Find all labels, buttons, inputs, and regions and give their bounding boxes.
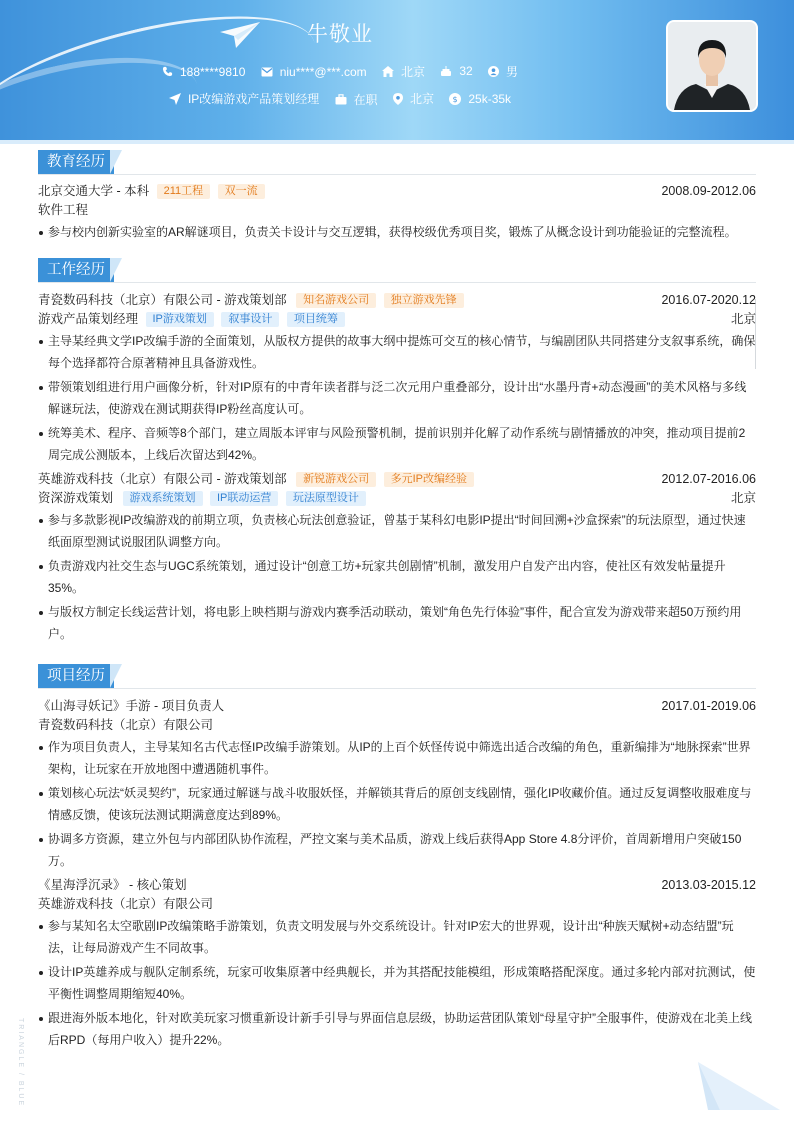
job-intention-line bbox=[0, 90, 680, 108]
work-date: 2016.07-2020.12 bbox=[661, 293, 756, 307]
school-name: 北京交通大学 - 本科 bbox=[38, 184, 150, 198]
role-line bbox=[38, 310, 756, 329]
svg-text:$: $ bbox=[452, 94, 458, 104]
email-address: niu****@***.com bbox=[279, 65, 367, 79]
job-role: 游戏产品策划经理 bbox=[38, 312, 139, 326]
project-company-line bbox=[38, 716, 756, 735]
work-location: 北京 bbox=[730, 312, 756, 326]
role-line bbox=[38, 489, 756, 508]
education-date: 2008.09-2012.06 bbox=[661, 184, 756, 198]
phone-icon bbox=[162, 66, 173, 77]
school-tag: 211工程 bbox=[157, 184, 211, 199]
skill-tag: 叙事设计 bbox=[221, 312, 279, 327]
job-target: IP改编游戏产品策划经理 bbox=[187, 92, 320, 106]
company-name: 青瓷数码科技（北京）有限公司 - 游戏策划部 bbox=[38, 293, 287, 307]
send-icon bbox=[169, 93, 181, 105]
project-section bbox=[38, 664, 756, 1051]
list-item: 与版权方制定长线运营计划，将电影上映档期与游戏内赛季活动联动，策划“角色先行体验”事件，配合宣发为游戏带来超50万预约用户。 bbox=[38, 602, 756, 645]
education-entry-head bbox=[38, 182, 756, 201]
section-title: 教育经历 bbox=[38, 150, 114, 174]
project-name: 《星海浮沉录》 - 核心策划 bbox=[38, 878, 187, 892]
list-item: 统筹美术、程序、音频等8个部门，建立周版本评审与风险预警机制，提前识别并化解了动作系统与剧情播放的冲突，推动项目提前2周完成公测版本，上线后次留达到42%。 bbox=[38, 423, 756, 466]
company-tag: 新锐游戏公司 bbox=[296, 472, 376, 487]
list-item: 负责游戏内社交生态与UGC系统策划，通过设计“创意工坊+玩家共创剧情”机制，激发用户自发产出内容，使社区有效发帖量提升35%。 bbox=[38, 556, 756, 599]
salary-info bbox=[449, 92, 511, 106]
phone-number: 188****9810 bbox=[179, 64, 246, 79]
work-section bbox=[38, 258, 756, 645]
avatar bbox=[666, 20, 758, 112]
section-title-tail bbox=[110, 150, 122, 174]
status-info bbox=[335, 91, 378, 108]
skill-tag: 项目统筹 bbox=[287, 312, 345, 327]
skill-tag: IP联动运营 bbox=[210, 491, 278, 506]
current-city: 北京 bbox=[400, 65, 425, 79]
age-value: 32 bbox=[459, 64, 473, 78]
mail-icon bbox=[261, 67, 273, 77]
section-title: 工作经历 bbox=[38, 258, 114, 282]
list-item: 设计IP英雄养成与舰队定制系统，玩家可收集原著中经典舰长，并为其搭配技能模组，形成策略搭配深度。通过多轮内部对抗测试，使平衡性调整周期缩短40%。 bbox=[38, 962, 756, 1005]
section-header bbox=[38, 258, 756, 283]
company-tag: 知名游戏公司 bbox=[296, 293, 376, 308]
money-icon bbox=[449, 93, 461, 105]
company-tag: 多元IP改编经验 bbox=[384, 472, 474, 487]
resume-header bbox=[0, 0, 794, 140]
work-entry-head bbox=[38, 470, 756, 489]
home-icon bbox=[382, 66, 394, 77]
job-target-info bbox=[169, 90, 319, 107]
project-entry-head bbox=[38, 876, 756, 895]
birthday-cake-icon bbox=[440, 65, 452, 77]
education-section bbox=[38, 150, 756, 244]
skill-tag: 游戏系统策划 bbox=[123, 491, 203, 506]
project-date: 2013.03-2015.12 bbox=[661, 878, 756, 892]
list-item: 参与多款影视IP改编游戏的前期立项，负责核心玩法创意验证，曾基于某科幻电影IP提出“时间回溯+沙盒探索”的玩法原型，通过快速纸面原型测试说服团队调整方向。 bbox=[38, 510, 756, 553]
user-icon bbox=[488, 66, 499, 77]
company-name: 英雄游戏科技（北京）有限公司 - 游戏策划部 bbox=[38, 472, 287, 486]
email-info bbox=[261, 65, 367, 79]
list-item: 作为项目负责人，主导某知名古代志怪IP改编手游策划。从IP的上百个妖怪传说中筛选出适合改编的角色，重新编排为“地脉探索”世界架构，让玩家在开放地图中遭遇随机事件。 bbox=[38, 737, 756, 780]
list-item: 策划核心玩法“妖灵契约”，玩家通过解谜与战斗收服妖怪，并解锁其背后的原创支线剧情，强化IP收藏价值。通过反复调整收服难度与情感反馈，使该玩法测试期满意度达到89%。 bbox=[38, 783, 756, 826]
work-location: 北京 bbox=[730, 491, 756, 505]
target-city-info bbox=[393, 90, 434, 107]
job-status: 在职 bbox=[353, 92, 378, 107]
major-line bbox=[38, 201, 756, 220]
gender-info bbox=[488, 63, 518, 80]
header-divider bbox=[0, 140, 794, 144]
education-bullets bbox=[38, 222, 756, 244]
phone-info bbox=[162, 65, 245, 79]
list-item: 带领策划组进行用户画像分析，针对IP原有的中青年读者群与泛二次元用户重叠部分，设计出“水墨丹青+动态漫画”的美术风格与多线解谜玩法，使游戏在测试期获得IP粉丝高度认可。 bbox=[38, 377, 756, 420]
section-title: 项目经历 bbox=[38, 664, 114, 688]
project-entry bbox=[38, 876, 756, 1051]
paper-plane-watermark-icon bbox=[694, 1062, 784, 1114]
list-item: 参与某知名太空歌剧IP改编策略手游策划，负责文明发展与外交系统设计。针对IP宏大的世界观，设计出“种族天赋树+动态结盟”玩法，让每局游戏产生不同故事。 bbox=[38, 916, 756, 959]
project-company-line bbox=[38, 895, 756, 914]
work-date: 2012.07-2016.06 bbox=[661, 472, 756, 486]
project-entry bbox=[38, 697, 756, 872]
section-header bbox=[38, 150, 756, 175]
project-date: 2017.01-2019.06 bbox=[661, 699, 756, 713]
skill-tag: 玩法原型设计 bbox=[286, 491, 366, 506]
work-entry bbox=[38, 470, 756, 645]
project-bullets bbox=[38, 916, 756, 1051]
section-title-tail bbox=[110, 258, 122, 282]
section-title-tail bbox=[110, 664, 122, 688]
location-pin-icon bbox=[393, 93, 403, 105]
list-item: 跟进海外版本地化，针对欧美玩家习惯重新设计新手引导与界面信息层级，协助运营团队策划“母星守护”全服事件，使游戏在北美上线后RPD（每用户收入）提升22%。 bbox=[38, 1008, 756, 1051]
project-company: 青瓷数码科技（北京）有限公司 bbox=[38, 718, 214, 732]
footer-watermark: TRIANGLE / BLUE bbox=[17, 1018, 24, 1108]
gender-value: 男 bbox=[506, 65, 519, 79]
project-company: 英雄游戏科技（北京）有限公司 bbox=[38, 897, 214, 911]
project-entry-head bbox=[38, 697, 756, 716]
work-bullets bbox=[38, 331, 756, 466]
work-bullets bbox=[38, 510, 756, 645]
target-city: 北京 bbox=[409, 92, 434, 106]
candidate-name: 牛敬业 bbox=[307, 23, 373, 46]
basic-info-line bbox=[0, 63, 680, 80]
skill-tag: IP游戏策划 bbox=[146, 312, 214, 327]
major: 软件工程 bbox=[38, 203, 89, 217]
job-role: 资深游戏策划 bbox=[38, 491, 114, 505]
salary-range: 25k-35k bbox=[468, 91, 512, 106]
list-item: 主导某经典文学IP改编手游的全面策划，从版权方提供的故事大纲中提炼可交互的核心情节，与编剧团队共同搭建分支叙事系统，确保每个选择都符合原著精神且具备游戏性。 bbox=[38, 331, 756, 374]
profile-photo-icon bbox=[668, 22, 756, 110]
school-tag: 双一流 bbox=[218, 184, 265, 199]
work-entry-head bbox=[38, 291, 756, 310]
section-header bbox=[38, 664, 756, 689]
company-tag: 独立游戏先锋 bbox=[384, 293, 464, 308]
list-item: 参与校内创新实验室的AR解谜项目，负责关卡设计与交互逻辑，获得校级优秀项目奖，锻炼了从概念设计到功能验证的完整流程。 bbox=[38, 222, 756, 244]
city-info bbox=[382, 63, 425, 80]
work-entry bbox=[38, 291, 756, 466]
briefcase-icon bbox=[335, 94, 347, 105]
list-item: 协调多方资源，建立外包与内部团队协作流程，严控文案与美术品质，游戏上线后获得App Store 4.8分评价，首周新增用户突破150万。 bbox=[38, 829, 756, 872]
project-bullets bbox=[38, 737, 756, 872]
project-name: 《山海寻妖记》手游 - 项目负责人 bbox=[38, 699, 225, 713]
age-info bbox=[440, 64, 472, 78]
